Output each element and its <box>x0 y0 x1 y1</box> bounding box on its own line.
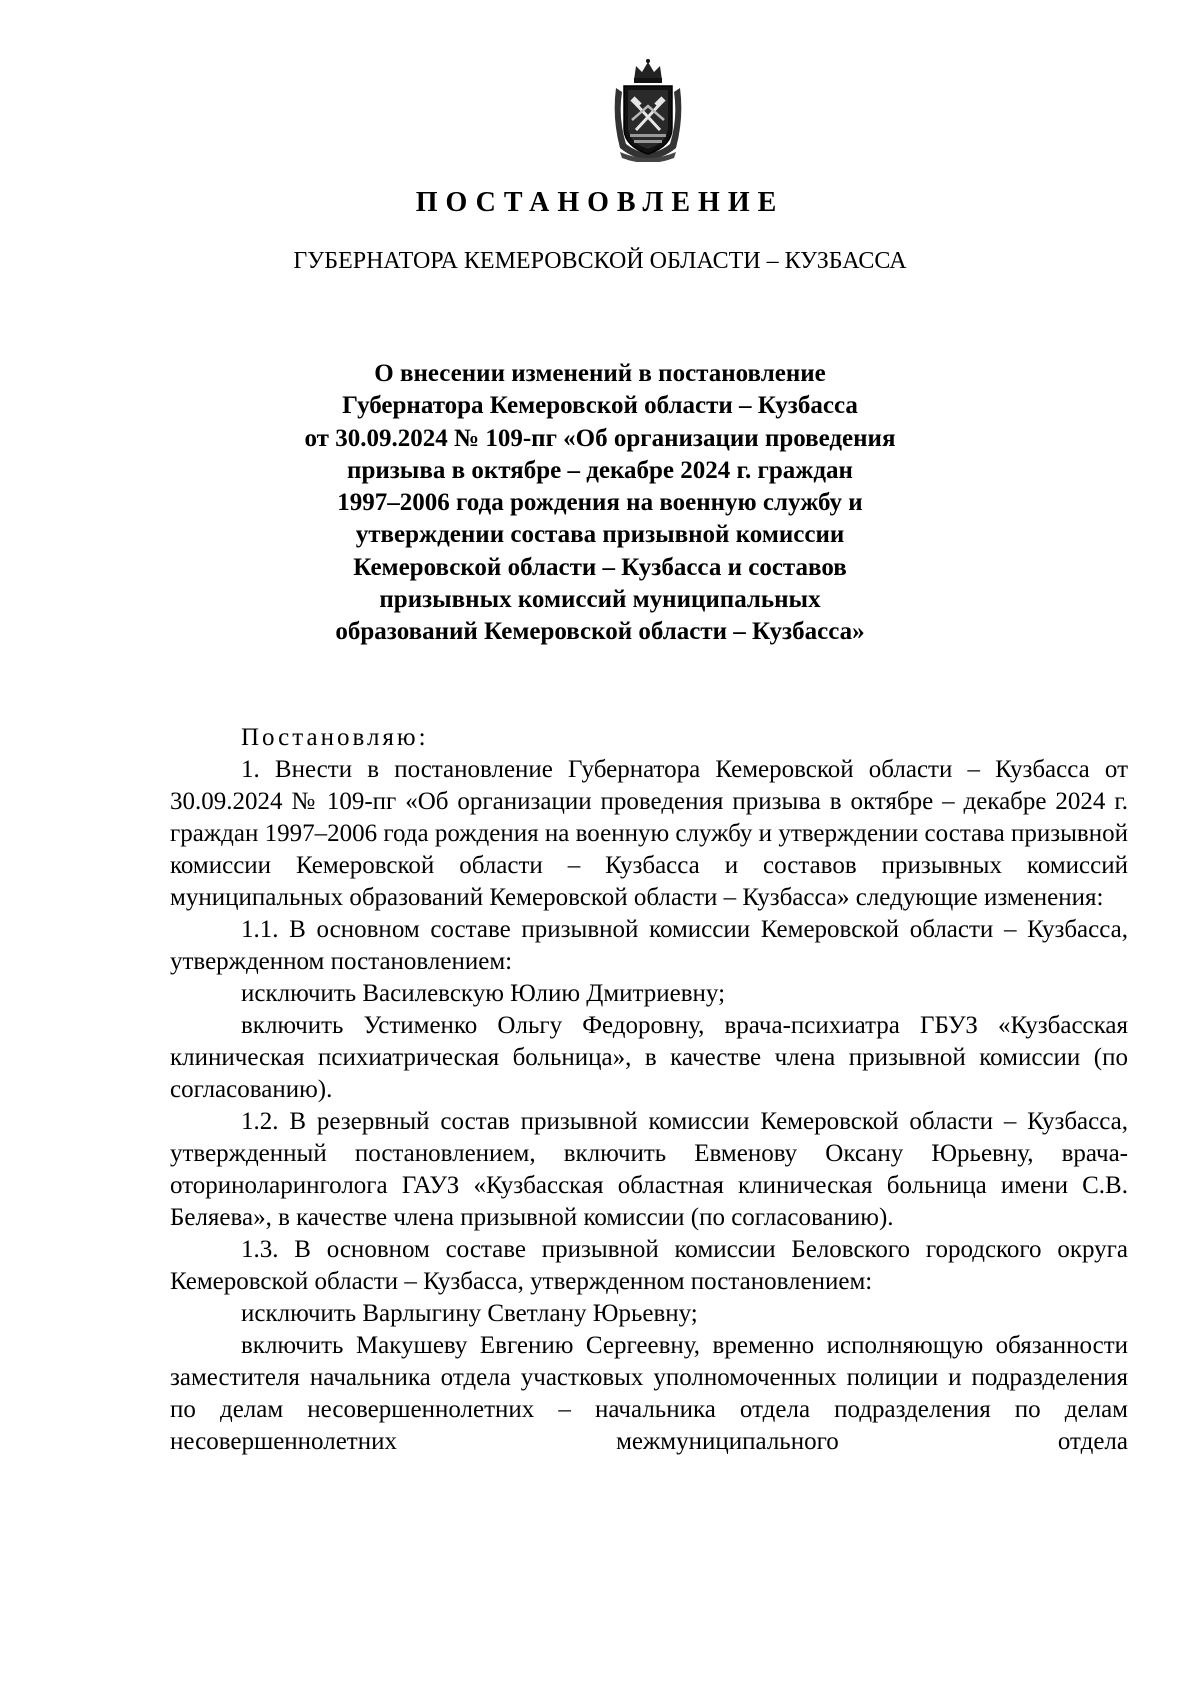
subject-line: призывных комиссий муниципальных <box>379 586 821 614</box>
subject-line: О внесении изменений в постановление <box>374 360 826 387</box>
subject-line: 1997–2006 года рождения на военную службу и <box>337 489 863 517</box>
document-body <box>170 722 1128 1458</box>
subject-line: утверждении состава призывной комиссии <box>355 521 845 549</box>
body-paragraph: 1. Внести в постановление Губернатора Кемеровской области – Кузбасса от 30.09.2024 № 109-пг «Об организации проведения призыва в октябре – декабре 2024 г. граждан 1997–2006 года рождения на военную службу и утверждении состава призывной комиссии Кемеровской области – Кузбасса и составов призывных комиссий муниципальных образований Кемеровской области – Кузбасса» следующие изменения: <box>170 756 1128 911</box>
subject-line: Губернатора Кемеровской области – Кузбасса <box>342 392 858 420</box>
subject-line: образований Кемеровской области – Кузбасса» <box>335 618 865 646</box>
subject-line: призыва в октябре – декабре 2024 г. граждан <box>347 456 853 484</box>
coat-of-arms-icon <box>610 58 686 162</box>
document-type-title: ПОСТАНОВЛЕНИЕ <box>415 187 785 218</box>
body-paragraph: 1.2. В резервный состав призывной комиссии Кемеровской области – Кузбасса, утвержденный постановлением, включить Евменову Оксану Юрьевну, врача-оториноларинголога ГАУЗ «Кузбасская областная клиническая больница имени С.В. Беляева», в качестве члена призывной комиссии (по согласованию). <box>170 1108 1128 1231</box>
body-paragraph: 1.3. В основном составе призывной комиссии Беловского городского округа Кемеровской области – Кузбасса, утвержденном постановлением: <box>170 1236 1128 1295</box>
body-paragraph: исключить Василевскую Юлию Дмитриевну; <box>241 980 726 1007</box>
body-paragraph: включить Макушеву Евгению Сергеевну, временно исполняющую обязанности заместителя начальника отдела участковых уполномоченных полиции и подразделения по делам несовершеннолетних – начальника отдела подразделения по делам несовершеннолетних межмуниципального отдела <box>170 1332 1128 1455</box>
body-paragraph: исключить Варлыгину Светлану Юрьевну; <box>241 1300 698 1327</box>
body-paragraph: 1.1. В основном составе призывной комиссии Кемеровской области – Кузбасса, утвержденном постановлением: <box>170 916 1128 975</box>
subject-line: от 30.09.2024 № 109-пг «Об организации проведения <box>304 424 896 452</box>
issuer-title: ГУБЕРНАТОРА КЕМЕРОВСКОЙ ОБЛАСТИ – КУЗБАССА <box>293 248 907 274</box>
document-subject <box>200 358 1000 649</box>
body-paragraph: включить Устименко Ольгу Федоровну, врача-психиатра ГБУЗ «Кузбасская клиническая психиатрическая больница», в качестве члена призывной комиссии (по согласованию). <box>170 1012 1128 1103</box>
subject-line: Кемеровской области – Кузбасса и составов <box>353 553 847 581</box>
decree-word: Постановляю: <box>241 724 429 751</box>
